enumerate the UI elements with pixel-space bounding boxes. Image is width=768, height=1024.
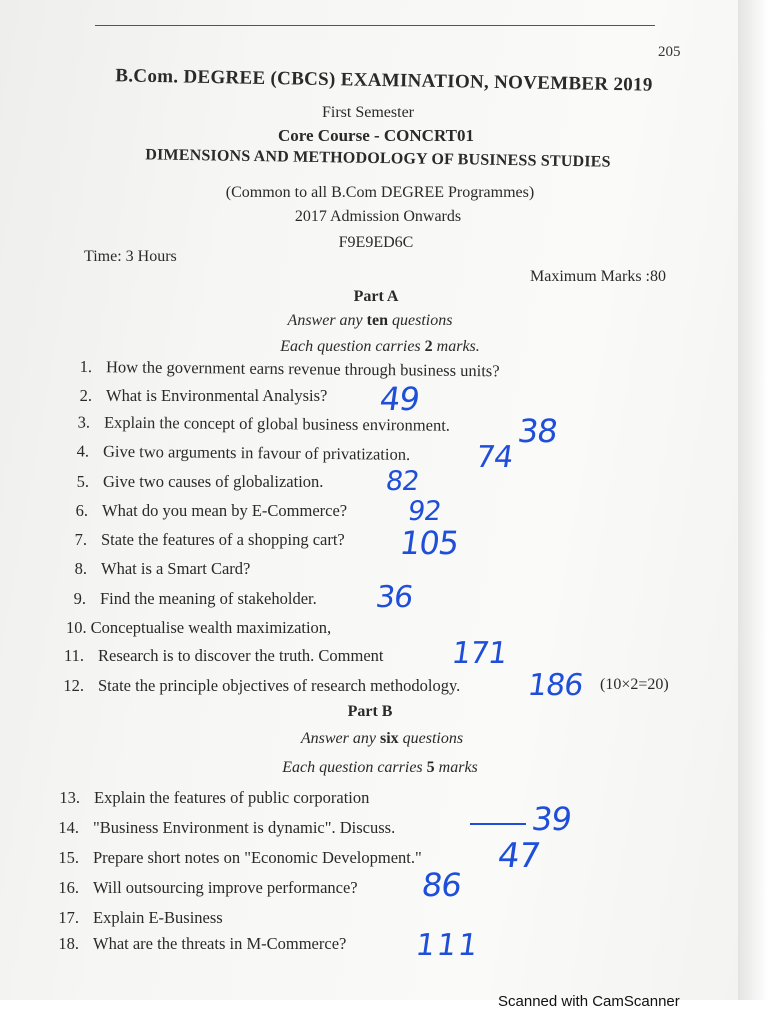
scanner-watermark: Scanned with CamScanner — [498, 993, 680, 1010]
question-14: 14. "Business Environment is dynamic". Discuss. — [58, 818, 396, 837]
handwritten-note-q6: 92 — [405, 496, 443, 527]
question-9: 9. Find the meaning of stakeholder. — [73, 589, 317, 608]
question-15: 15. Prepare short notes on "Economic Development." — [58, 848, 422, 867]
question-8: 8. What is a Smart Card? — [74, 559, 251, 578]
part-b-instruction: Answer any six questions — [300, 730, 464, 747]
handwritten-underline-q14 — [470, 823, 526, 825]
handwritten-note-q4: 74 — [473, 440, 515, 475]
header-rule — [95, 25, 655, 26]
question-7: 7. State the features of a shopping cart? — [74, 530, 345, 549]
question-12: 12. State the principle objectives of research methodology. — [63, 676, 461, 695]
course-code: Core Course - CONCRT01 — [278, 126, 474, 145]
handwritten-note-q18: 111 — [413, 928, 482, 963]
common-to-note: (Common to all B.Com DEGREE Programmes) — [225, 184, 535, 201]
subject-title: DIMENSIONS AND METHODOLOGY OF BUSINESS STUDIES — [145, 146, 611, 171]
paper-code: F9E9ED6C — [338, 234, 414, 251]
question-3: 3. Explain the concept of global business environment. — [77, 412, 451, 435]
handwritten-note-q11: 171 — [449, 636, 509, 671]
time-allowed: Time: 3 Hours — [84, 248, 177, 265]
question-16: 16. Will outsourcing improve performance? — [58, 878, 358, 897]
semester: First Semester — [322, 104, 414, 121]
question-6: 6. What do you mean by E-Commerce? — [75, 501, 348, 520]
handwritten-note-q12: 186 — [525, 668, 585, 703]
part-a-instruction: Answer any ten questions — [287, 312, 453, 329]
part-a-marks-note: Each question carries 2 marks. — [280, 338, 480, 355]
part-a-title: Part A — [353, 288, 399, 305]
handwritten-note-q15: 47 — [495, 836, 543, 876]
part-b-title: Part B — [347, 703, 393, 720]
question-10: 10. Conceptualise wealth maximization, — [66, 618, 332, 637]
question-13: 13. Explain the features of public corporation — [59, 788, 370, 807]
handwritten-note-q2: 49 — [377, 380, 422, 418]
handwritten-note-q9: 36 — [373, 580, 415, 615]
question-4: 4. Give two arguments in favour of privatization. — [76, 441, 411, 464]
part-a-marks-scheme: (10×2=20) — [600, 676, 669, 693]
exam-title: B.Com. DEGREE (CBCS) EXAMINATION, NOVEMBER 2019 — [115, 65, 653, 96]
question-11: 11. Research is to discover the truth. Comment — [63, 646, 384, 665]
page-number: 205 — [658, 44, 681, 60]
question-1: 1. How the government earns revenue through business units? — [79, 356, 500, 381]
part-b-marks-note: Each question carries 5 marks — [282, 759, 478, 776]
admission-year: 2017 Admission Onwards — [294, 208, 462, 225]
question-2: 2. What is Environmental Analysis? — [79, 386, 328, 405]
question-5: 5. Give two causes of globalization. — [76, 472, 324, 491]
question-17: 17. Explain E-Business — [58, 908, 223, 927]
maximum-marks: Maximum Marks :80 — [530, 268, 666, 285]
handwritten-note-q5: 82 — [383, 466, 421, 497]
handwritten-note-q14: 39 — [529, 800, 574, 838]
question-18: 18. What are the threats in M-Commerce? — [58, 934, 347, 953]
handwritten-note-q7: 105 — [397, 524, 461, 562]
handwritten-note-q3: 38 — [515, 412, 560, 450]
paper-edge-shadow — [738, 0, 768, 1000]
handwritten-note-q16: 86 — [419, 866, 464, 904]
